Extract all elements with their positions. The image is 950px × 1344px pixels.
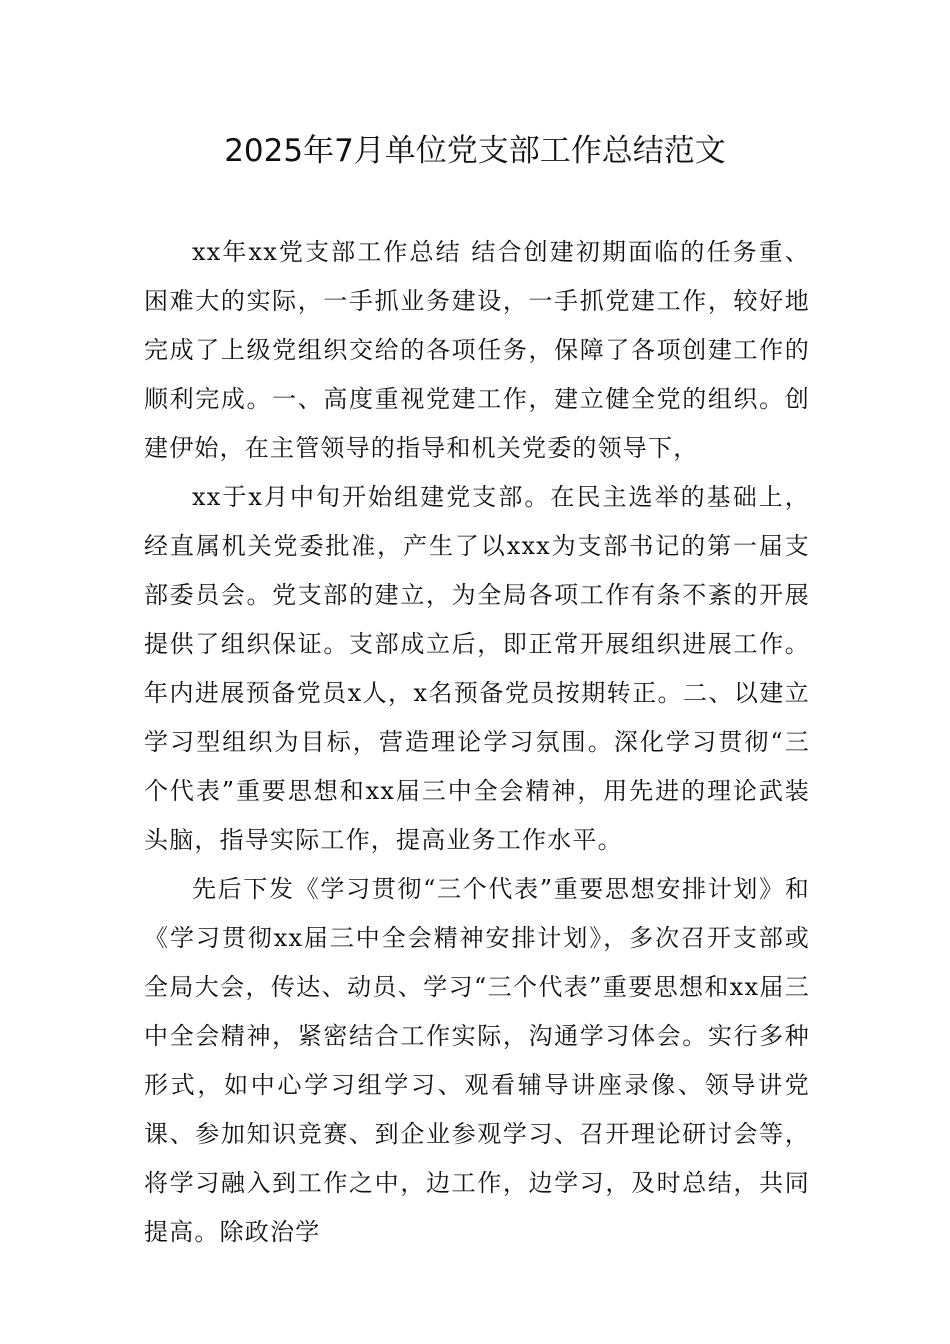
paragraph-3: 先后下发《学习贯彻“三个代表”重要思想安排计划》和《学习贯彻xx届三中全会精神安排计划》，多次召开支部或全局大会，传达、动员、学习“三个代表”重要思想和xx届三中全会精神，紧密结合工作实际，沟通学习体会。实行多种形式，如中心学习组学习、观看辅导讲座录像、领导讲党课、参加知识竞赛、到企业参观学习、召开理论研讨会等，将学习融入到工作之中，边工作，边学习，及时总结，共同提高。除政治学 <box>144 875 810 1246</box>
document-title: 2025年7月单位党支部工作总结范文 <box>224 133 726 169</box>
paragraph-2: xx于x月中旬开始组建党支部。在民主选举的基础上，经直属机关党委批准，产生了以xxx为支部书记的第一届支部委员会。党支部的建立，为全局各项工作有条不紊的开展提供了组织保证。支部成立后，即正常开展组织进展工作。年内进展预备党员x人，x名预备党员按期转正。二、以建立学习型组织为目标，营造理论学习氛围。深化学习贯彻“三个代表”重要思想和xx届三中全会精神，用先进的理论武装头脑，指导实际工作，提高业务工作水平。 <box>144 483 810 854</box>
paragraph-1: xx年xx党支部工作总结 结合创建初期面临的任务重、困难大的实际，一手抓业务建设，一手抓党建工作，较好地完成了上级党组织交给的各项任务，保障了各项创建工作的顺利完成。一、高度重视党建工作，建立健全党的组织。创建伊始，在主管领导的指导和机关党委的领导下， <box>144 238 810 462</box>
document-body <box>144 228 810 1257</box>
